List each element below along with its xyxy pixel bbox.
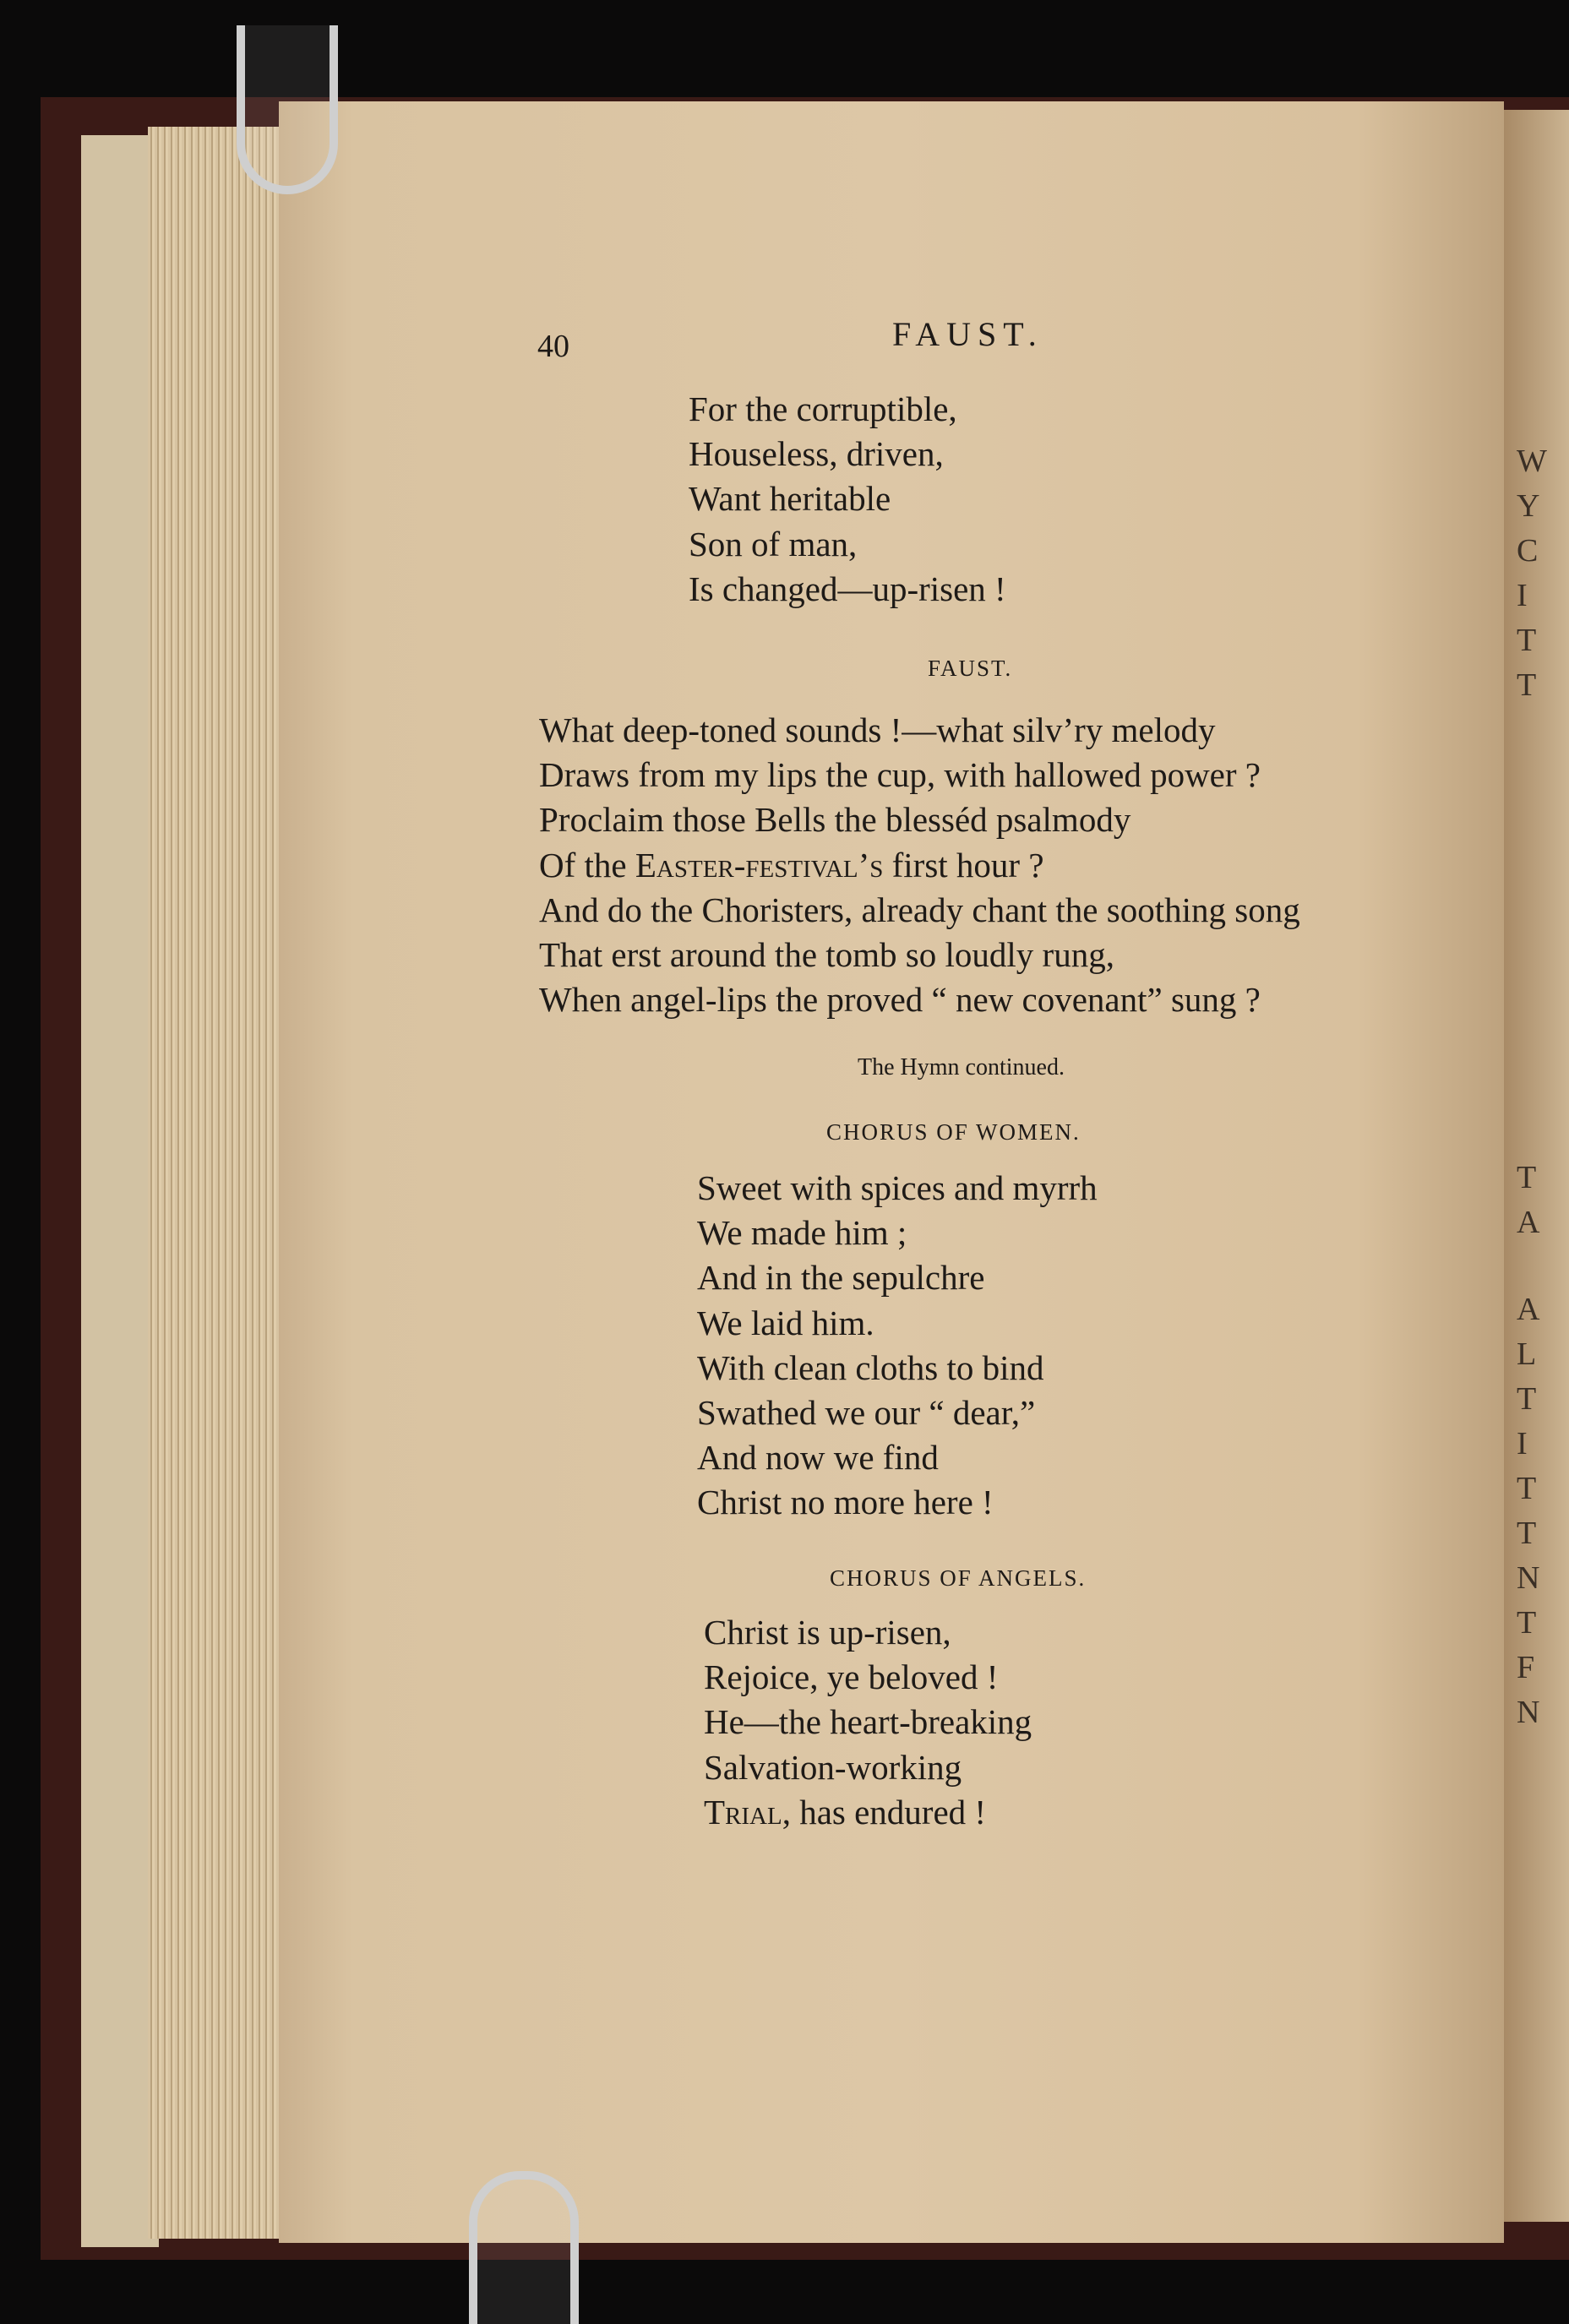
- facing-letter: I: [1517, 578, 1528, 613]
- verse-line: Salvation-working: [704, 1747, 962, 1787]
- facing-letter: I: [1517, 1426, 1528, 1461]
- page-stack-edges: [148, 127, 300, 2239]
- trial-smallcaps: Trial: [704, 1792, 782, 1831]
- verse-line: Swathed we our “ dear,”: [697, 1393, 1036, 1433]
- speaker-chorus-angels: CHORUS OF ANGELS.: [830, 1565, 1087, 1591]
- verse-line: Is changed—up-risen !: [689, 569, 1006, 608]
- verse-line: And do the Choristers, already chant the soothing song: [539, 890, 1300, 929]
- page-clip-bottom: [469, 2171, 579, 2324]
- facing-letter: N: [1517, 1695, 1540, 1730]
- speaker-chorus-women: CHORUS OF WOMEN.: [826, 1119, 1081, 1145]
- verse-line: Draws from my lips the cup, with hallowed power ?: [539, 755, 1261, 795]
- verse-line: Christ is up-risen,: [704, 1613, 951, 1652]
- verse-line: With clean cloths to bind: [697, 1347, 1044, 1387]
- page-clip-top: [237, 25, 338, 194]
- speaker-faust: FAUST.: [928, 656, 1013, 681]
- verse-line: Proclaim those Bells the blesséd psalmody: [539, 800, 1131, 840]
- page-number: 40: [537, 329, 569, 364]
- facing-letter: T: [1517, 1471, 1537, 1506]
- verse-line: And now we find: [697, 1438, 939, 1478]
- verse-line: That erst around the tomb so loudly rung,: [539, 935, 1114, 975]
- stanza-2: [539, 708, 1300, 1022]
- verse-line: Houseless, driven,: [689, 434, 944, 474]
- stanza-1: [689, 387, 1006, 612]
- verse-line: Sweet with spices and myrrh: [697, 1168, 1098, 1207]
- running-title: FAUST.: [892, 315, 1043, 353]
- facing-letter: N: [1517, 1560, 1540, 1596]
- verse-line: [539, 843, 1300, 888]
- verse-line-end: first hour ?: [883, 845, 1044, 884]
- verse-line: We laid him.: [697, 1303, 874, 1342]
- facing-letter: A: [1517, 1292, 1540, 1327]
- facing-letter: T: [1517, 667, 1537, 703]
- verse-line: We made him ;: [697, 1213, 907, 1253]
- verse-line: What deep-toned sounds !—what silv’ry melody: [539, 710, 1216, 749]
- verse-line: Want heritable: [689, 479, 891, 519]
- facing-letter: T: [1517, 1160, 1537, 1195]
- facing-letter: T: [1517, 1605, 1537, 1641]
- verse-line-start: Of the: [539, 845, 635, 884]
- facing-letter: T: [1517, 1516, 1537, 1551]
- facing-letter: F: [1517, 1650, 1535, 1685]
- facing-letter: W: [1517, 444, 1547, 479]
- facing-letter: L: [1517, 1336, 1537, 1372]
- verse-line-end: , has endured !: [782, 1792, 987, 1831]
- verse-line: When angel-lips the proved “ new covenant” sung ?: [539, 980, 1261, 1020]
- verse-line: And in the sepulchre: [697, 1258, 985, 1298]
- facing-page-letters: [1517, 439, 1550, 1735]
- verse-line: Christ no more here !: [697, 1483, 994, 1522]
- easter-festival-smallcaps: Easter-festival’s: [635, 845, 884, 884]
- verse-line: He—the heart-breaking: [704, 1702, 1032, 1742]
- verse-line: Rejoice, ye beloved !: [704, 1657, 999, 1697]
- facing-letter: Y: [1517, 488, 1540, 524]
- verse-line: Son of man,: [689, 524, 858, 563]
- facing-letter: T: [1517, 623, 1537, 658]
- facing-letter: A: [1517, 1205, 1540, 1240]
- verse-line: [704, 1790, 1032, 1835]
- stanza-4: [704, 1610, 1032, 1835]
- verse-line: For the corruptible,: [689, 389, 957, 428]
- stanza-3: [697, 1166, 1098, 1526]
- facing-letter: C: [1517, 533, 1539, 569]
- stage-direction: The Hymn continued.: [858, 1054, 1065, 1080]
- facing-letter: T: [1517, 1381, 1537, 1417]
